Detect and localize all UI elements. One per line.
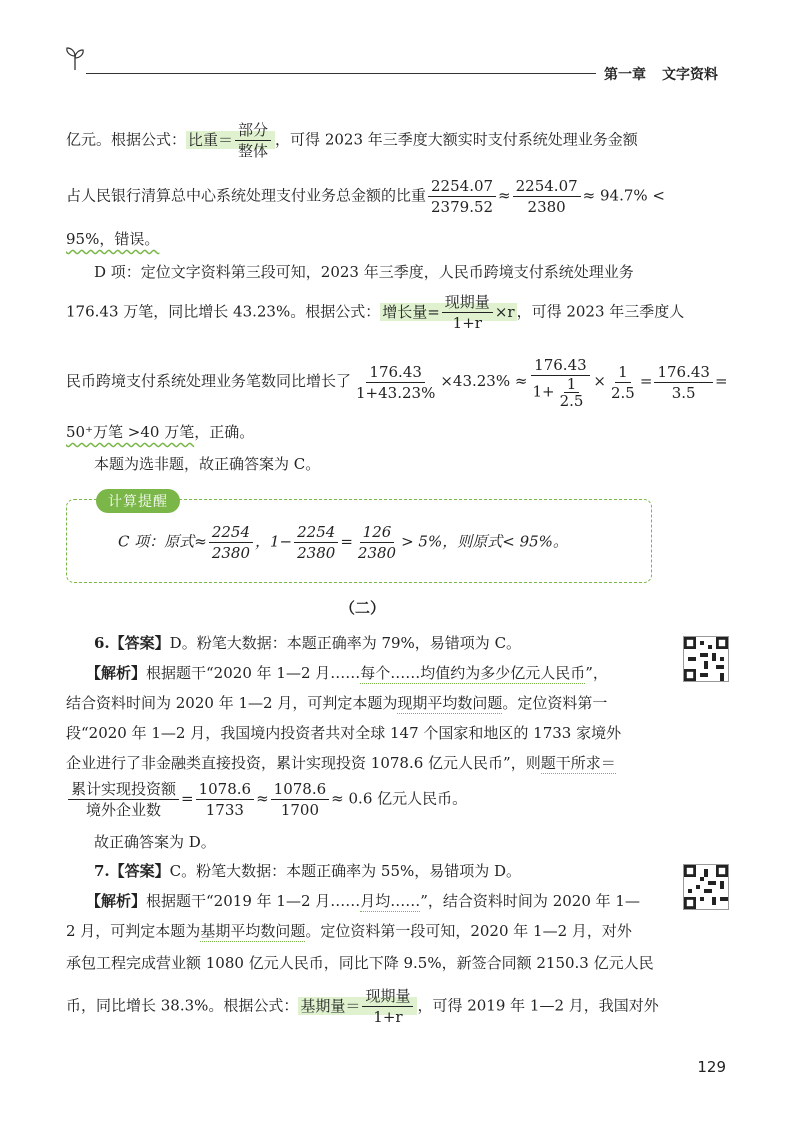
text-line: 币，同比增长 38.3%。根据公式： 基期量＝ $\frac{\text{现期量}}{1+r}$ ，可得 2019 年 1—2 月，我国对外 bbox=[66, 987, 659, 1026]
calc-reminder-tag: 计算提醒 bbox=[96, 489, 180, 513]
text-line: 本题为选非题，故正确答案为 C。 bbox=[94, 455, 321, 473]
text-line: 亿元。根据公式： 比重＝ $\frac{\text{部分}}{\text{整体}}$ ，可得 2023 年三季度大额实时支付系统处理业务金额 bbox=[66, 121, 638, 160]
formula-highlight: 增长量= $\frac{\text{现期量}}{1+r}$ ×r bbox=[382, 293, 515, 332]
formula-highlight: 比重＝ $\frac{\text{部分}}{\text{整体}}$ bbox=[186, 131, 275, 149]
text-line: 段“2020 年 1—2 月，我国境内投资者共对全球 147 个国家和地区的 1733 家境外 bbox=[66, 724, 622, 742]
q6-answer: 6.【答案】D。粉笔大数据：本题正确率为 79%，易错项为 C。 bbox=[94, 634, 522, 652]
running-header bbox=[604, 64, 718, 84]
formula-highlight: 基期量＝ $\frac{\text{现期量}}{1+r}$ bbox=[298, 997, 417, 1015]
qr-code[interactable] bbox=[683, 636, 729, 682]
q7-analysis-line: 【解析】根据题干“2019 年 1—2 月……月均……”，结合资料时间为 2020 年 1— bbox=[86, 892, 640, 910]
qr-code-icon bbox=[684, 865, 728, 909]
section-label: 文字资料 bbox=[662, 67, 718, 83]
text-line: 2 月，可判定本题为基期平均数问题。定位资料第一段可知，2020 年 1—2 月，对外 bbox=[66, 922, 632, 940]
qr-code-icon bbox=[684, 637, 728, 681]
header-rule bbox=[86, 73, 596, 74]
text-line: $\frac{\text{累计实现投资额}}{\text{境外企业数}}$ = $\frac{1078.6}{1733}$ ≈ $\frac{1078.6}{1700}$ ≈ 0.6 亿元人民币。 bbox=[66, 779, 467, 820]
chapter-label: 第一章 bbox=[604, 67, 646, 83]
section-heading: （二） bbox=[340, 599, 386, 617]
text-line: 企业进行了非金融类直接投资，累计实现投资 1078.6 亿元人民币”，则题干所求＝ bbox=[66, 754, 616, 772]
text-line: 结合资料时间为 2020 年 1—2 月，可判定本题为现期平均数问题。定位资料第一 bbox=[66, 694, 608, 712]
text-line: 95%，错误。 bbox=[66, 230, 160, 248]
text-line: 承包工程完成营业额 1080 亿元人民币，同比下降 9.5%，新签合同额 2150.3 亿元人民 bbox=[66, 954, 654, 972]
q6-analysis-line: 【解析】根据题干“2020 年 1—2 月……每个……均值约为多少亿元人民币”， bbox=[86, 664, 608, 682]
page-number: 129 bbox=[697, 1058, 726, 1076]
text-line: 民币跨境支付系统处理业务笔数同比增长了 $\frac{176.43}{1+43.23\%}$ ×43.23% ≈ 176.43 1+ $\frac{1}{2.5}$ × $\frac{1}{2.5}$ = $\frac{176.43}{3.5}$ = bbox=[66, 356, 728, 410]
leaf-icon bbox=[64, 46, 86, 72]
calc-reminder-text: C 项：原式≈ $\frac{2254}{2380}$ ，1− $\frac{2254}{2380}$ = $\frac{126}{2380}$ > 5%，则原式< 95%。 bbox=[118, 523, 568, 562]
q7-answer: 7.【答案】C。粉笔大数据：本题正确率为 55%，易错项为 D。 bbox=[94, 862, 522, 880]
text-line: 故正确答案为 D。 bbox=[94, 833, 216, 851]
qr-code[interactable] bbox=[683, 864, 729, 910]
text-line: 176.43 万笔，同比增长 43.23%。根据公式： 增长量= $\frac{\text{现期量}}{1+r}$ ×r ，可得 2023 年三季度人 bbox=[66, 293, 685, 332]
text-line: 占人民银行清算总中心系统处理支付业务总金额的比重 $\frac{2254.07}{2379.52}$ ≈ $\frac{2254.07}{2380}$ ≈ 94.7% < bbox=[66, 177, 665, 216]
text-line: 50⁺万笔 >40 万笔，正确。 bbox=[66, 423, 255, 441]
text-line: D 项：定位文字资料第三段可知，2023 年三季度，人民币跨境支付系统处理业务 bbox=[94, 263, 634, 281]
